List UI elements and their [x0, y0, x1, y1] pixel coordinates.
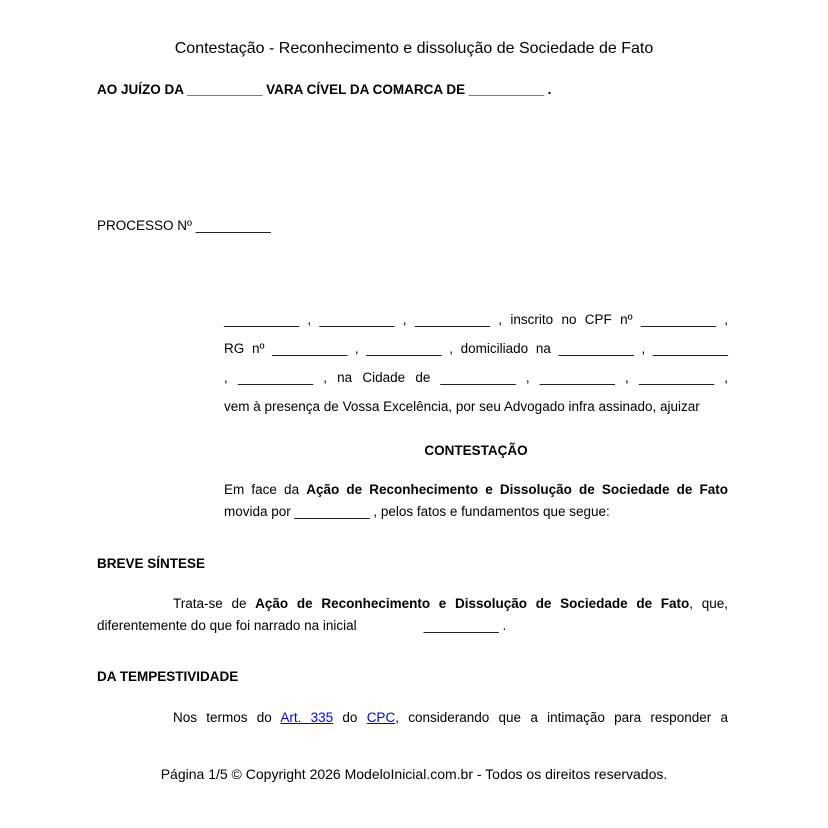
qualification-line: vem à presença de Vossa Excelência, por seu Advogado infra assinado, ajuizar: [224, 399, 700, 414]
trata-se-line2-text: diferentemente do que foi narrado na inicial: [97, 618, 357, 633]
trata-se-paragraph: [97, 593, 728, 637]
link-cpc[interactable]: CPC: [366, 710, 396, 725]
nos-termos-part3: , considerando que a intimação para responder a: [395, 710, 728, 725]
action-name-bold: Ação de Reconhecimento e Dissolução de Sociedade de Fato: [306, 482, 728, 497]
qualification-line: RG nº __________ , __________ , domiciliado na __________ , __________: [224, 341, 728, 356]
breve-sintese-heading: BREVE SÍNTESE: [97, 556, 206, 571]
nos-termos-part2: do: [333, 710, 367, 725]
nos-termos-part1: Nos termos do: [173, 710, 281, 725]
action-name-bold: Ação de Reconhecimento e Dissolução de Sociedade de Fato: [255, 596, 690, 611]
nos-termos-line: [173, 707, 728, 729]
qualification-paragraph: [224, 305, 728, 421]
em-face-paragraph: [224, 479, 728, 523]
process-number-line: PROCESSO Nº __________: [97, 218, 271, 233]
tempestividade-heading: DA TEMPESTIVIDADE: [97, 669, 239, 684]
qualification-line: , __________ , na Cidade de __________ , __________ , __________ ,: [224, 370, 728, 385]
page-footer: Página 1/5 © Copyright 2026 ModeloInicial.com.br - Todos os direitos reservados.: [160, 766, 668, 782]
trata-se-line: [173, 593, 728, 615]
qualification-line: __________ , __________ , __________ , inscrito no CPF nº __________ ,: [224, 312, 728, 327]
em-face-line: [224, 479, 728, 501]
trata-se-line: [97, 615, 728, 637]
em-face-line: movida por __________ , pelos fatos e fundamentos que segue:: [224, 504, 610, 519]
trata-se-suffix: , que,: [689, 596, 729, 611]
document-title: Contestação - Reconhecimento e dissolução de Sociedade de Fato: [174, 40, 654, 57]
link-art-335[interactable]: Art. 335: [280, 710, 334, 725]
fill-in-blank: __________ .: [423, 618, 507, 633]
court-address-line: AO JUÍZO DA __________ VARA CÍVEL DA COMARCA DE __________ .: [97, 82, 552, 97]
contestacao-heading: CONTESTAÇÃO: [424, 443, 528, 458]
nos-termos-paragraph: [97, 707, 728, 729]
trata-se-prefix: Trata-se de: [173, 596, 256, 611]
em-face-prefix: Em face da: [224, 482, 307, 497]
